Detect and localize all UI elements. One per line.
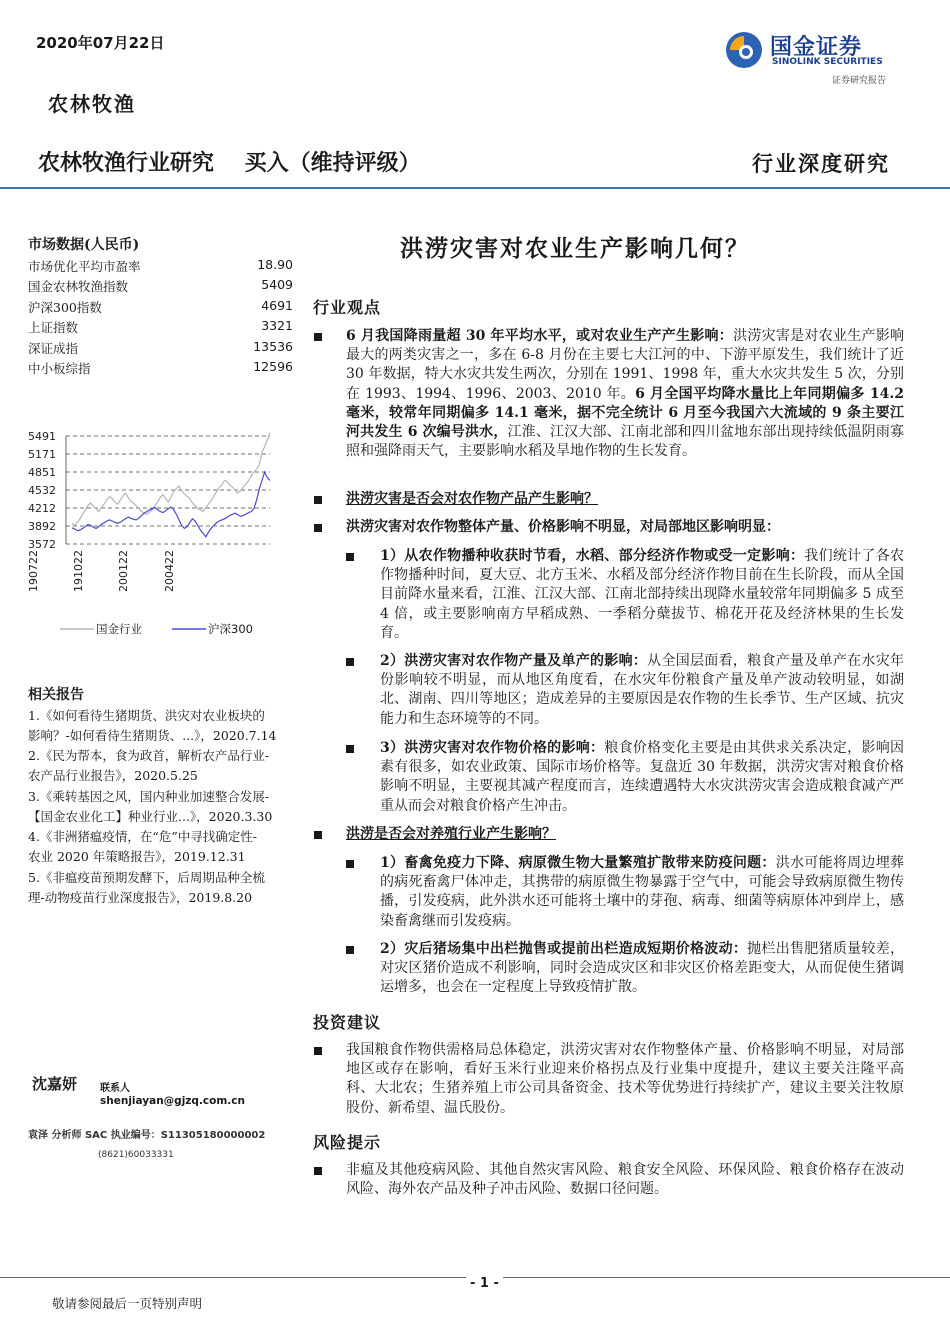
paragraph-lead: 3）洪涝灾害对农作物价格的影响： [380, 740, 605, 756]
legend-label-industry: 国金行业 [96, 622, 142, 636]
report-title: 洪涝灾害对农业生产影响几何？ [400, 235, 750, 262]
market-row-value: 13536 [253, 339, 293, 354]
report-heading: 农林牧渔行业研究 买入（维持评级） [38, 151, 421, 176]
page-number: - 1 - [466, 1276, 503, 1291]
chart-series-line-industry [72, 433, 270, 526]
bullet-icon [314, 1167, 322, 1175]
chart-y-tick-label: 5491 [28, 430, 56, 443]
related-report-item[interactable] [28, 746, 304, 786]
analyst-phone-clipped: (8621)60033331 [98, 1150, 174, 1160]
related-report-line: 【国金农业化工】种业行业...》，2020.3.30 [28, 809, 273, 824]
legend-label-csi300: 沪深300 [208, 622, 253, 636]
paragraph-lead: 1）从农作物播种收获时节看，水稻、部分经济作物或受一定影响： [380, 548, 805, 564]
market-data-heading: 市场数据(人民币) [28, 237, 140, 253]
market-row-label: 上证指数 [28, 320, 79, 335]
chart-x-ticks [27, 550, 176, 592]
author-role: 联系人 [100, 1083, 130, 1094]
market-row-label: 市场优化平均市盈率 [28, 259, 141, 274]
market-row-label: 中小板综指 [28, 361, 91, 376]
section-heading-investment: 投资建议 [313, 1013, 382, 1032]
paragraph-text: 粮食价格变化主要是由其供求关系决定，影响因素有很多，如农业政策、国际市场价格等。复盘近 30 年数据，洪涝灾害对粮食价格影响不明显，主要视其减产程度而言，连续遭遇特大水灾洪涝灾害会造成粮食减产严重从而会对粮食价格产生冲击。 [380, 740, 904, 814]
bullet-icon [346, 658, 354, 666]
chart-x-tick-label: 191022 [72, 550, 85, 592]
market-row [28, 339, 293, 359]
paragraph-lead: 1）畜禽免疫力下降、病原微生物大量繁殖扩散带来防疫问题： [380, 855, 776, 871]
header-divider [0, 187, 950, 189]
paragraph-epidemic [380, 854, 904, 931]
legend-swatch-csi300 [172, 628, 206, 630]
related-report-item[interactable] [28, 868, 304, 908]
chart-x-tick-label: 190722 [27, 550, 40, 592]
related-report-line: 2.《民为帮本，食为政首，解析农产品行业- [28, 748, 270, 763]
chart-y-tick-label: 4851 [28, 466, 56, 479]
section-heading-risk: 风险提示 [313, 1133, 382, 1152]
paragraph-rainfall [346, 327, 904, 461]
chart-y-tick-label: 4212 [28, 502, 56, 515]
chart-x-tick-label: 200422 [163, 550, 176, 592]
market-row-value: 18.90 [257, 257, 293, 272]
footer-disclaimer: 敬请参阅最后一页特别声明 [52, 1296, 203, 1311]
market-row-label: 国金农林牧渔指数 [28, 279, 129, 294]
sector-label: 农林牧渔 [48, 92, 136, 116]
market-row [28, 277, 293, 297]
market-row-label: 沪深300指数 [28, 300, 102, 315]
paragraph-yield [380, 652, 904, 729]
bullet-icon [314, 524, 322, 532]
related-report-line: 农产品行业报告》，2020.5.25 [28, 768, 198, 783]
report-type: 行业深度研究 [752, 151, 890, 176]
section-heading-views: 行业观点 [313, 298, 382, 317]
chart-legend [60, 621, 300, 637]
related-report-item[interactable] [28, 787, 304, 827]
related-reports-heading: 相关报告 [28, 687, 84, 703]
report-date: 2020年07月22日 [36, 34, 165, 52]
related-report-line: 农业 2020 年策略报告》，2019.12.31 [28, 849, 246, 864]
paragraph-risk: 非瘟及其他疫病风险、其他自然灾害风险、粮食安全风险、环保风险、粮食价格存在波动风险、海外农产品及种子冲击风险、数据口径问题。 [346, 1162, 904, 1198]
related-report-line: 4.《非洲猪瘟疫情，在“危”中寻找确定性- [28, 829, 257, 844]
related-report-line: 1.《如何看待生猪期货、洪灾对农业板块的 [28, 708, 265, 723]
related-report-line: 影响？-如何看待生猪期货、...》，2020.7.14 [28, 728, 277, 743]
related-report-line: 3.《乘转基因之风，国内种业加速整合发展- [28, 789, 270, 804]
paragraph-lead: 2）洪涝灾害对农作物产量及单产的影响： [380, 653, 648, 669]
analyst-info-clipped: 袁泽 分析师 SAC 执业编号：S11305180000002 [28, 1130, 266, 1141]
paragraph-impact-summary: 洪涝灾害对农作物整体产量、价格影响不明显，对局部地区影响明显： [346, 519, 780, 535]
index-line-chart [26, 426, 276, 616]
author-name: 沈嘉妍 [32, 1075, 78, 1093]
chart-series-line-csi300 [72, 472, 270, 537]
bullet-icon [314, 496, 322, 504]
question-crops: 洪涝灾害是否会对农作物产品产生影响？ [346, 491, 598, 507]
chart-y-ticks [28, 430, 56, 551]
related-report-line: 5.《非瘟疫苗预期发酵下，后周期品种全梳 [28, 870, 265, 885]
bullet-icon [346, 745, 354, 753]
author-email[interactable]: shenjiayan@gjzq.com.cn [100, 1095, 245, 1107]
chart-y-tick-label: 3572 [28, 538, 56, 551]
paragraph-text: 抛栏出售肥猪质量较差，对灾区猪价造成不利影响，同时会造成灾区和非灾区价格差距变大，从而促使生猪调运增多，也会在一定程度上导致疫情扩散。 [380, 941, 905, 996]
chart-y-tick-label: 5171 [28, 448, 56, 461]
market-row-value: 3321 [261, 318, 293, 333]
paragraph-lead: 6 月我国降雨量超 30 年平均水平，或对农业生产产生影响： [346, 328, 734, 344]
market-row [28, 257, 293, 277]
bullet-icon [314, 831, 322, 839]
sinolink-logo-icon [724, 30, 764, 70]
paragraph-planting [380, 547, 904, 643]
bullet-icon [314, 1047, 322, 1055]
legend-swatch-industry [60, 628, 94, 630]
chart-y-tick-label: 3892 [28, 520, 56, 533]
chart-series [72, 433, 270, 537]
market-row [28, 318, 293, 338]
related-report-line: 理-动物疫苗行业深度报告》，2019.8.20 [28, 890, 253, 905]
chart-x-tick-label: 200122 [117, 550, 130, 592]
related-report-item[interactable] [28, 827, 304, 867]
market-row-value: 4691 [261, 298, 293, 313]
paragraph-emphasis: 6 月全国平均降水量比上年同期偏多 14.2 毫米，较常年同期偏多 14.1 毫米，据不完全统计 6 月至今我国六大流域的 9 条主要江河共发生 6 次编号洪水， [346, 385, 904, 441]
brand-name-cn: 国金证券 [770, 35, 863, 60]
paragraph-text: 洪水可能将周边埋葬的病死畜禽尸体冲走，其携带的病原微生物暴露于空气中，可能会导致病原微生物传播，引发疫病，此外洪水还可能将土壤中的芽孢、病毒、细菌等病原体冲到岸上，感染畜禽继而引发疫病。 [380, 855, 904, 929]
paragraph-investment: 我国粮食作物供需格局总体稳定，洪涝灾害对农作物整体产量、价格影响不明显，对局部地区或存在影响，看好玉米行业迎来价格拐点及行业集中度提升，建议主要关注隆平高科、大北农；生猪养殖上市公司具备资金、技术等优势进行持续扩产，建议主要关注牧原股份、新希望、温氏股份。 [346, 1042, 904, 1116]
paragraph-lead: 2）灾后猪场集中出栏抛售或提前出栏造成短期价格波动： [380, 941, 748, 957]
paragraph-text: 洪涝灾害是对农业生产影响最大的两类灾害之一，多在 6-8 月份在主要七大江河的中、下游平原发生，我们统计了近 30 年数据，特大水灾共发生两次，分别在 1991、1998 年，重大水灾共发生 5 次，分别在 1993、1994、1996、2003、2010 年。 [346, 328, 904, 402]
market-row-value: 12596 [253, 359, 293, 374]
chart-y-tick-label: 4532 [28, 484, 56, 497]
bullet-icon [346, 860, 354, 868]
bullet-icon [346, 553, 354, 561]
brand-name-en: SINOLINK SECURITIES [772, 57, 883, 67]
market-row [28, 298, 293, 318]
paragraph-text: 从全国层面看，粮食产量及单产在水灾年份影响较不明显，而从地区角度看，在水灾年份粮食产量及单产波动较明显，如湖北、湖南、四川等地区；造成差异的主要原因是农作物的生长季节、生产区域、抗灾能力和生态环境等的不同。 [380, 653, 904, 727]
paragraph-text: 我们统计了各农作物播种时间，夏大豆、北方玉米、水稻及部分经济作物目前在生长阶段，而从全国目前降水量来看，江淮、江汉大部、江南北部持续出现降水量较常年同期偏多 5 成至 4 倍，或主要影响南方早稻成熟、一季稻分蘖拔节、棉花开花及经济林果的生长发育。 [380, 548, 904, 641]
paragraph-hog-price [380, 940, 904, 998]
paragraph-price [380, 739, 904, 816]
market-row-value: 5409 [261, 277, 293, 292]
market-row-label: 深证成指 [28, 341, 79, 356]
related-report-item[interactable] [28, 706, 304, 746]
market-row [28, 359, 293, 379]
brand-subtitle: 证券研究报告 [832, 76, 887, 86]
question-livestock: 洪涝是否会对养殖行业产生影响？ [346, 826, 556, 842]
bullet-icon [346, 946, 354, 954]
bullet-icon [314, 333, 322, 341]
paragraph-text: 江淮、江汉大部、江南北部和四川盆地东部出现持续低温阴雨寡照和强降雨天气，主要影响水稻及旱地作物的生长发育。 [346, 424, 904, 460]
